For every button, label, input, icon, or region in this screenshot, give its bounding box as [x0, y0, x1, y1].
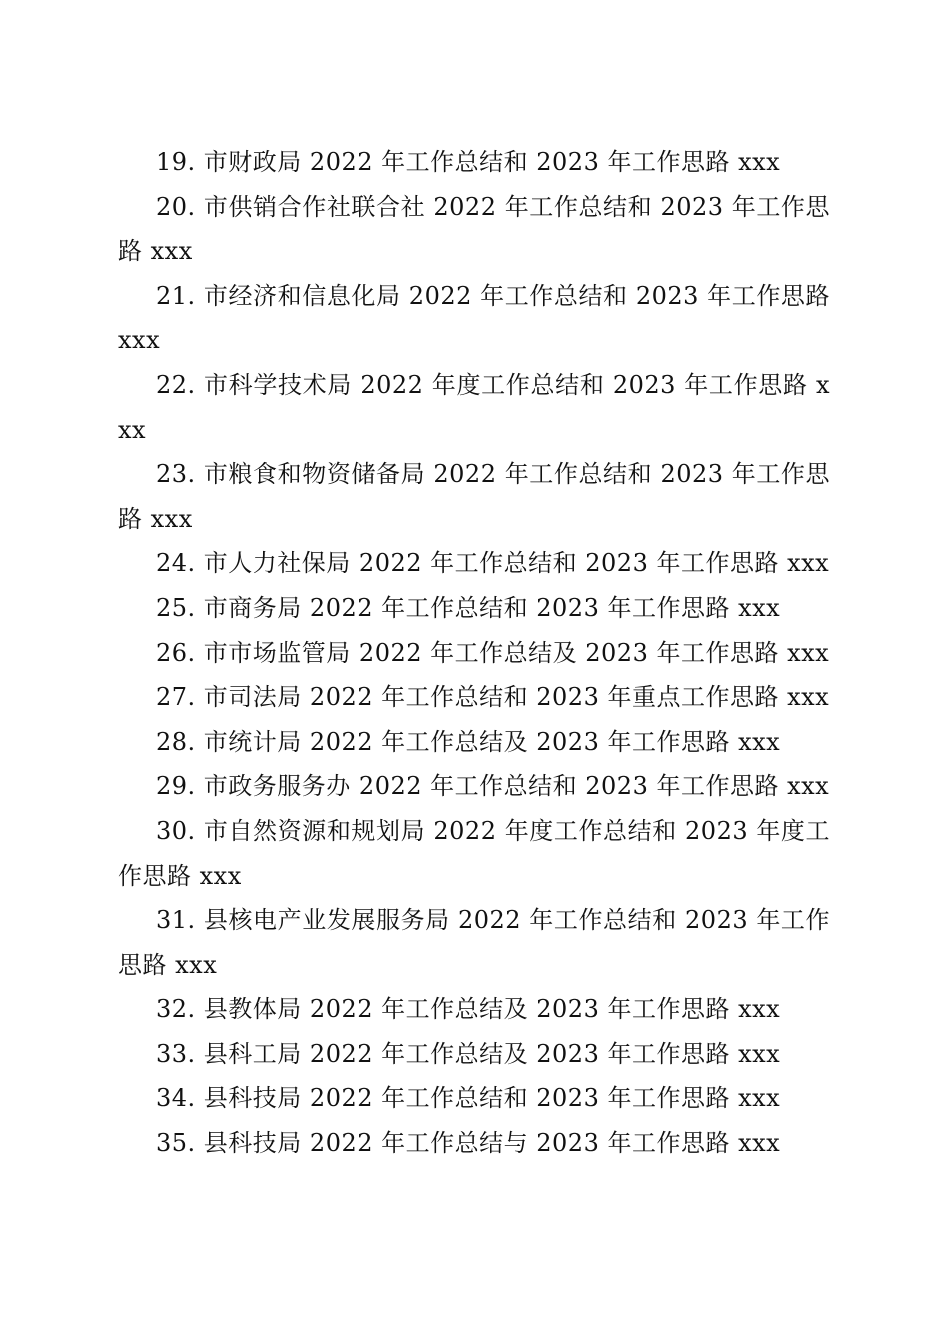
toc-list: [118, 140, 830, 1166]
toc-entry-24: 24. 市人力社保局 2022 年工作总结和 2023 年工作思路 xxx: [156, 549, 830, 578]
toc-entry-28: 28. 市统计局 2022 年工作总结及 2023 年工作思路 xxx: [156, 727, 781, 756]
toc-entry-23: 23. 市粮食和物资储备局 2022 年工作总结和 2023 年工作思路 xxx: [118, 460, 830, 533]
toc-entry-19: 19. 市财政局 2022 年工作总结和 2023 年工作思路 xxx: [156, 148, 781, 176]
toc-entry-27: 27. 市司法局 2022 年工作总结和 2023 年重点工作思路 xxx: [156, 683, 830, 712]
toc-entry-35: 35. 县科技局 2022 年工作总结与 2023 年工作思路 xxx: [156, 1129, 781, 1158]
toc-entry-22: 22. 市科学技术局 2022 年度工作总结和 2023 年工作思路 xxx: [118, 370, 830, 444]
toc-entry-26: 26. 市市场监管局 2022 年工作总结及 2023 年工作思路 xxx: [156, 638, 830, 667]
toc-entry-25: 25. 市商务局 2022 年工作总结和 2023 年工作思路 xxx: [156, 593, 781, 622]
toc-entry-31: 31. 县核电产业发展服务局 2022 年工作总结和 2023 年工作思路 xxx: [118, 906, 830, 979]
toc-entry-30: 30. 市自然资源和规划局 2022 年度工作总结和 2023 年度工作思路 xxx: [118, 816, 830, 890]
toc-entry-32: 32. 县教体局 2022 年工作总结及 2023 年工作思路 xxx: [156, 995, 781, 1024]
toc-entry-21: 21. 市经济和信息化局 2022 年工作总结和 2023 年工作思路 xxx: [118, 281, 830, 355]
toc-entry-20: 20. 市供销合作社联合社 2022 年工作总结和 2023 年工作思路 xxx: [118, 192, 830, 266]
toc-entry-34: 34. 县科技局 2022 年工作总结和 2023 年工作思路 xxx: [156, 1084, 781, 1113]
toc-entry-29: 29. 市政务服务办 2022 年工作总结和 2023 年工作思路 xxx: [156, 772, 830, 801]
toc-entry-33: 33. 县科工局 2022 年工作总结及 2023 年工作思路 xxx: [156, 1039, 781, 1068]
